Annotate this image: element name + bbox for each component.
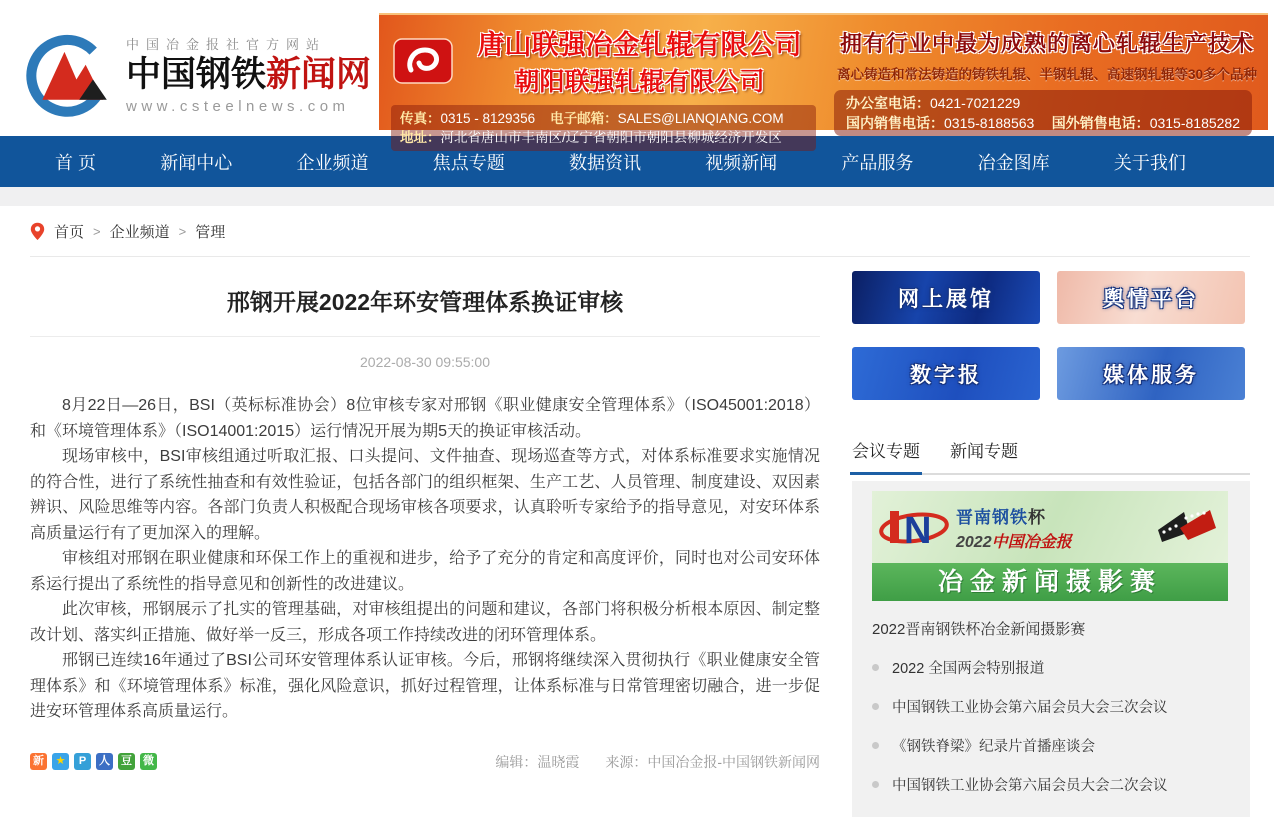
article-date: 2022-08-30 09:55:00	[360, 354, 490, 370]
site-header	[0, 0, 1274, 145]
share-douban-icon[interactable]: 豆	[118, 753, 135, 770]
ad-company-line1: 唐山联强冶金轧辊有限公司	[477, 30, 802, 60]
nav-item-data[interactable]: 数据资讯	[568, 152, 641, 173]
nav-item-gallery[interactable]: 冶金图库	[977, 152, 1050, 173]
share-qzone-icon[interactable]: ★	[52, 753, 69, 770]
bullet-icon	[872, 781, 879, 788]
contest-line1: 晋南钢铁	[956, 507, 1028, 527]
sidebar-tabs	[852, 437, 1250, 475]
ad-intl-phone: 0315-8185282	[1149, 115, 1240, 131]
article-paragraph: 8月22日—26日，BSI（英标标准协会）8位审核专家对邢钢《职业健康安全管理体系》（ISO45001:2018）和《环境管理体系》（ISO14001:2015）运行情况开展为期5天的换证审核活动。	[30, 397, 820, 440]
breadcrumb	[30, 206, 1250, 257]
tab-news-topics[interactable]: 新闻专题	[950, 442, 1018, 461]
lianqiang-logo-icon	[393, 38, 453, 84]
ad-contact-right: 办公室电话：0421-7021229 国内销售电话：0315-8188563 国外销售电话：0315-8185282	[834, 90, 1252, 136]
nav-content-gap	[0, 187, 1274, 206]
topic-item[interactable]: 2022 全国两会特别报道	[872, 648, 1230, 687]
nav-item-products[interactable]: 产品服务	[841, 152, 914, 173]
ad-email: SALES@LIANQIANG.COM	[617, 111, 784, 126]
topic-item[interactable]: 《钢铁脊梁》纪录片首播座谈会	[872, 726, 1230, 765]
source-name: 中国冶金报-中国钢铁新闻网	[647, 753, 820, 770]
ad-office-phone: 0421-7021229	[930, 95, 1021, 111]
nav-item-focus-topics[interactable]: 焦点专题	[432, 152, 505, 173]
bullet-icon	[872, 742, 879, 749]
article	[30, 257, 820, 817]
contest-caption-link[interactable]: 2022晋南钢铁杯冶金新闻摄影赛	[872, 621, 1086, 638]
nav-item-home[interactable]: 首 页	[55, 152, 97, 173]
topic-list	[872, 648, 1230, 804]
ad-fax: 0315 - 8129356	[440, 111, 536, 126]
editor-name: 温晓霞	[537, 753, 580, 770]
top-ad-banner[interactable]	[379, 13, 1268, 145]
article-paragraph: 此次审核，邢钢展示了扎实的管理基础，对审核组提出的问题和建议，各部门将积极分析根本原因、制定整改计划、落实纠正措施、做好举一反三，形成各项工作持续改进的闭环管理体系。	[30, 601, 820, 644]
content-area	[0, 206, 1274, 817]
nav-item-news-center[interactable]: 新闻中心	[160, 152, 233, 173]
breadcrumb-management[interactable]: 管理	[195, 223, 226, 241]
nav-item-about-us[interactable]: 关于我们	[1113, 152, 1186, 173]
share-renren-icon[interactable]: 人	[96, 753, 113, 770]
article-title: 邢钢开展2022年环安管理体系换证审核	[30, 284, 820, 337]
ad-company-line2: 朝阳联强轧辊有限公司	[514, 69, 765, 96]
breadcrumb-home[interactable]: 首页	[54, 223, 85, 241]
site-title: 中国钢铁新闻网	[126, 54, 372, 94]
location-pin-icon	[30, 222, 45, 241]
breadcrumb-enterprise[interactable]: 企业频道	[109, 223, 170, 241]
tab-meeting-topics[interactable]: 会议专题	[852, 437, 920, 473]
share-sina-weibo-icon[interactable]: 新	[30, 753, 47, 770]
bullet-icon	[872, 664, 879, 671]
ad-headline: 拥有行业中最为成熟的离心轧辊生产技术	[839, 31, 1254, 56]
ad-domestic-phone: 0315-8188563	[944, 115, 1035, 131]
article-meta: 编辑：温晓霞 来源：中国冶金报-中国钢铁新闻网	[495, 753, 820, 770]
banner-media-services[interactable]: 媒体服务	[1057, 347, 1245, 400]
banner-online-exhibition[interactable]: 网上展馆	[852, 271, 1040, 324]
site-logo[interactable]	[24, 28, 379, 120]
ad-contact-left: 传真：0315 - 8129356 电子邮箱：SALES@LIANQIANG.COM 地址：河北省唐山市丰南区/辽宁省朝阳市朝阳县柳城经济开发区	[391, 105, 816, 151]
site-url: www.csteelnews.com	[126, 97, 350, 115]
jn-logo-icon	[878, 501, 950, 553]
banner-public-opinion-platform[interactable]: 舆情平台	[1057, 271, 1245, 324]
bullet-icon	[872, 703, 879, 710]
photo-contest-banner[interactable]: N 晋南钢铁杯 2022中国冶金报 冶金新闻摄影赛	[872, 491, 1228, 601]
sidebar	[852, 257, 1250, 817]
breadcrumb-separator: >	[178, 223, 187, 239]
topic-item[interactable]: 中国钢铁工业协会第六届会员大会三次会议	[872, 687, 1230, 726]
share-wechat-icon[interactable]: 微	[140, 753, 157, 770]
film-strip-icon	[1154, 508, 1218, 546]
topic-item[interactable]: 中国钢铁工业协会第六届会员大会二次会议	[872, 765, 1230, 804]
banner-digital-paper[interactable]: 数字报	[852, 347, 1040, 400]
article-paragraph: 邢钢已连续16年通过了BSI公司环安管理体系认证审核。今后，邢钢将继续深入贯彻执行《职业健康安全管理体系》和《环境管理体系》标准，强化风险意识，抓好过程管理，让体系标准与日常管理密切融合，进一步促进安环管理体系高质量运行。	[30, 652, 820, 720]
nav-item-video-news[interactable]: 视频新闻	[705, 152, 778, 173]
breadcrumb-separator: >	[93, 223, 101, 239]
ad-subline: 离心铸造和常法铸造的铸铁轧辊、半钢轧辊、高速钢轧辊等30多个品种	[836, 67, 1257, 82]
ad-address: 河北省唐山市丰南区/辽宁省朝阳市朝阳县柳城经济开发区	[440, 130, 782, 145]
svg-text:N: N	[904, 510, 932, 552]
article-paragraph: 审核组对邢钢在职业健康和环保工作上的重视和进步，给予了充分的肯定和高度评价，同时也对公司安环体系运行提出了系统性的指导意见和创新性的改进建议。	[30, 550, 820, 593]
site-subtitle: 中国冶金报社官方网站	[126, 36, 327, 52]
article-paragraph: 现场审核中，BSI审核组通过听取汇报、口头提问、文件抽查、现场巡查等方式，对体系标准要求实施情况的符合性，进行了系统性抽查和有效性验证，包括各部门的组织框架、生产工艺、人员管理、制度建设、双因素辨识、风险思维等内容。各部门负责人积极配合现场审核各项要求，认真聆听专家给予的指导意见，对安环体系高质量运行有了更加深入的理解。	[30, 448, 820, 542]
contest-brand: 中国冶金报	[991, 533, 1072, 551]
contest-year: 2022	[956, 533, 992, 551]
article-body	[30, 393, 820, 725]
sidebar-panel	[852, 481, 1250, 817]
contest-strip-title: 冶金新闻摄影赛	[872, 563, 1228, 601]
nav-item-enterprise[interactable]: 企业频道	[296, 152, 369, 173]
share-tencent-weibo-icon[interactable]: P	[74, 753, 91, 770]
share-bar	[30, 753, 157, 770]
csteelnews-logo-icon	[24, 28, 116, 120]
